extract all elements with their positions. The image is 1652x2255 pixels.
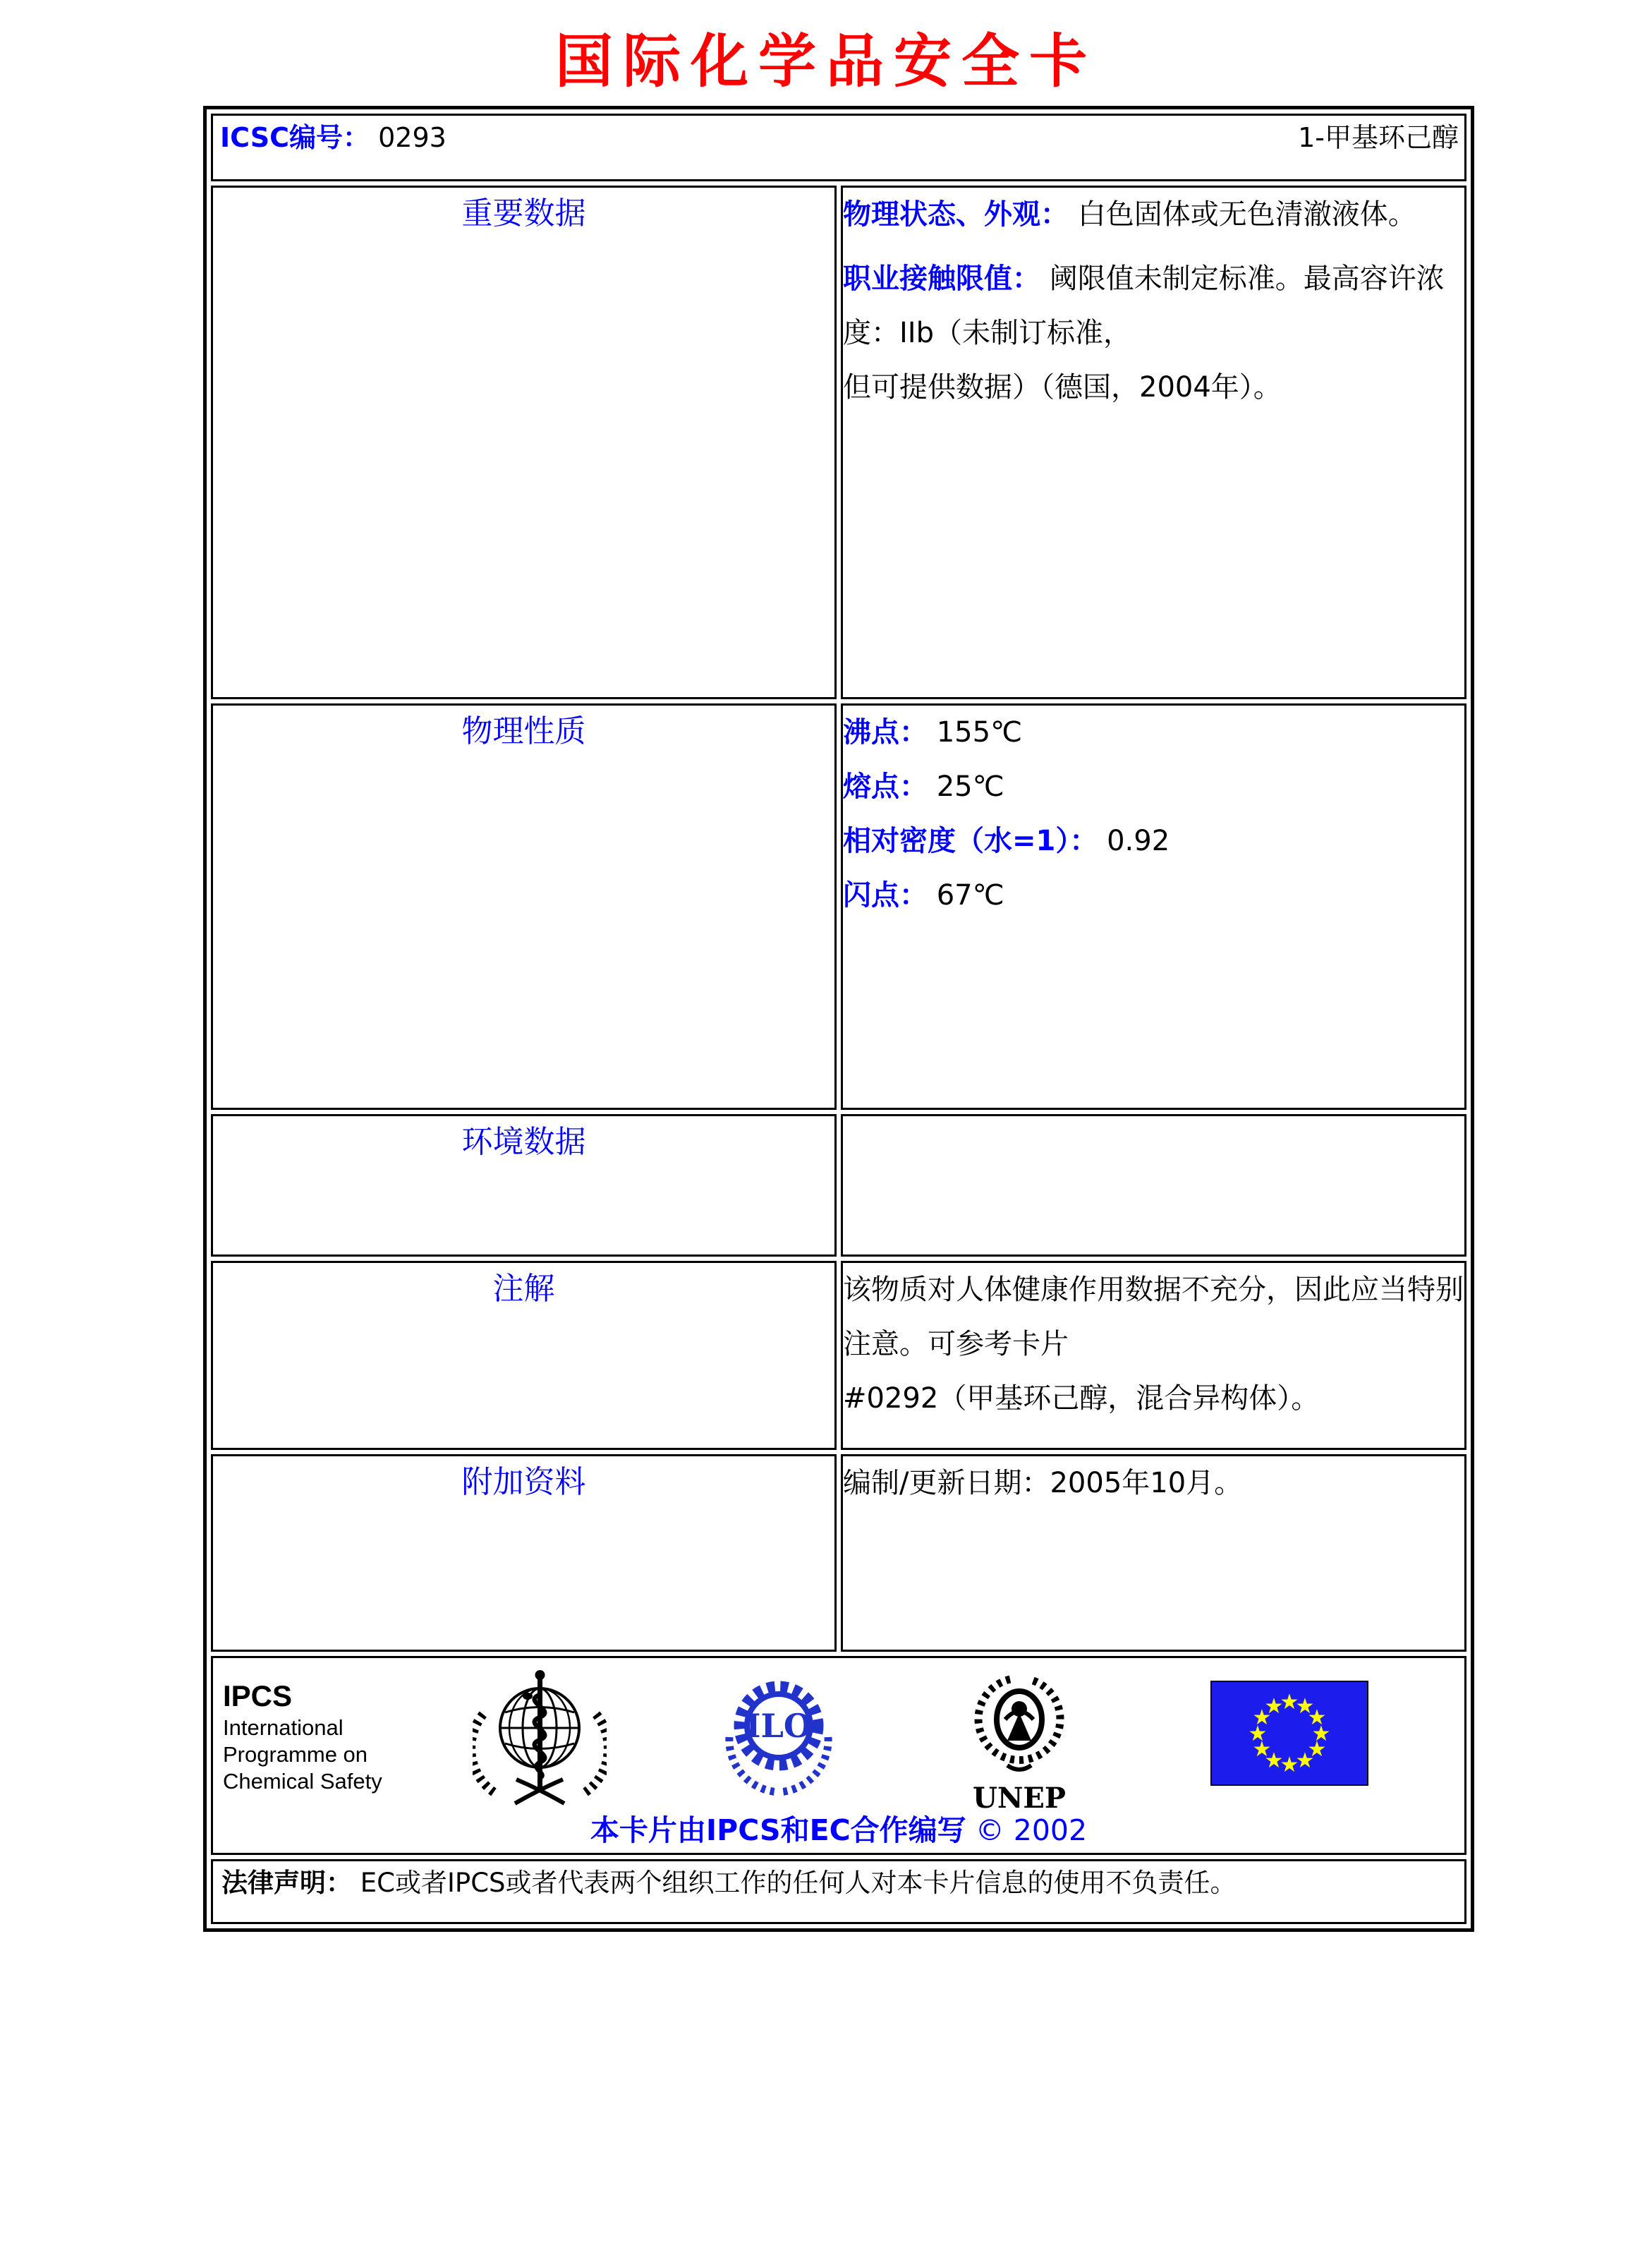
additional-info-row	[211, 1454, 1466, 1652]
svg-text:★: ★	[1248, 1722, 1268, 1746]
svg-text:★: ★	[1280, 1690, 1299, 1715]
ipcs-line-2: Programme on	[223, 1742, 368, 1767]
notes-row	[211, 1261, 1466, 1450]
svg-text:★: ★	[1295, 1694, 1315, 1719]
icsc-number-group	[220, 116, 447, 155]
melting-point-line	[843, 760, 1464, 814]
boiling-point-value: 155℃	[936, 716, 1022, 749]
ipcs-acronym: IPCS	[223, 1679, 293, 1712]
flash-point-line	[843, 869, 1464, 923]
exposure-limit-text-2: 但可提供数据）（德国，2004年）。	[843, 371, 1282, 404]
boiling-point-label: 沸点：	[843, 716, 928, 749]
relative-density-line	[843, 814, 1464, 869]
additional-info-content: 编制/更新日期：2005年10月。	[841, 1454, 1466, 1652]
physical-properties-row	[211, 703, 1466, 1110]
icsc-number-value: 0293	[378, 122, 447, 153]
who-logo-icon	[473, 1668, 607, 1812]
physical-state-label: 物理状态、外观：	[843, 198, 1069, 231]
ilo-logo-icon	[718, 1672, 839, 1806]
eu-flag-icon	[1210, 1681, 1368, 1786]
ipcs-text-block	[223, 1678, 382, 1795]
row-label-environmental-data: 环境数据	[211, 1114, 837, 1257]
header-cell	[211, 114, 1466, 181]
svg-text:★: ★	[1311, 1722, 1331, 1746]
legal-row	[211, 1859, 1466, 1924]
logos-cell	[211, 1656, 1466, 1855]
ipcs-line-3: Chemical Safety	[223, 1769, 382, 1794]
ipcs-line-1: International	[223, 1715, 344, 1740]
logos-row	[211, 1656, 1466, 1855]
unep-letters: UNEP	[972, 1782, 1067, 1815]
svg-text:★: ★	[1252, 1737, 1272, 1762]
notes-text-1: 该物质对人体健康作用数据不充分，因此应当特别注意。可参考卡片	[843, 1274, 1464, 1360]
melting-point-label: 熔点：	[843, 770, 928, 803]
icsc-card-table	[203, 106, 1474, 1932]
chemical-name: 1-甲基环己醇	[1298, 122, 1459, 153]
legal-cell	[211, 1859, 1466, 1924]
svg-text:★: ★	[1307, 1737, 1327, 1762]
physical-properties-content	[841, 703, 1466, 1110]
icsc-number-label: ICSC编号：	[220, 122, 370, 153]
notes-content	[841, 1261, 1466, 1450]
caption-copyright: © 2002	[975, 1813, 1088, 1847]
footer-caption	[213, 1807, 1464, 1849]
physical-state-line	[843, 188, 1464, 242]
relative-density-value: 0.92	[1107, 825, 1170, 857]
row-label-notes: 注解	[211, 1261, 837, 1450]
svg-text:★: ★	[1280, 1753, 1299, 1777]
svg-text:★: ★	[1307, 1705, 1327, 1730]
legal-label: 法律声明：	[221, 1868, 352, 1898]
row-label-physical-properties: 物理性质	[211, 703, 837, 1110]
ilo-letters: ILO	[746, 1707, 812, 1745]
boiling-point-line	[843, 706, 1464, 760]
row-label-important-data: 重要数据	[211, 186, 837, 699]
flash-point-value: 67℃	[936, 879, 1004, 912]
environmental-data-content	[841, 1114, 1466, 1257]
relative-density-label: 相对密度（水=1）：	[843, 825, 1098, 857]
svg-text:★: ★	[1264, 1748, 1284, 1773]
unep-logo-icon	[966, 1667, 1072, 1818]
physical-state-text: 白色固体或无色清澈液体。	[1077, 198, 1416, 231]
exposure-limit-line	[843, 252, 1464, 415]
svg-text:★: ★	[1295, 1748, 1315, 1773]
notes-text-2: #0292（甲基环己醇，混合异构体）。	[843, 1382, 1320, 1415]
header-row	[211, 114, 1466, 181]
svg-text:★: ★	[1264, 1694, 1284, 1719]
exposure-limit-label: 职业接触限值：	[843, 262, 1040, 295]
page-title: 国际化学品安全卡	[554, 28, 1097, 95]
exposure-limit-text-1: 阈限值未制定标准。最高容许浓度：IIb（未制订标准，	[843, 262, 1445, 349]
important-data-content	[841, 186, 1466, 699]
environmental-data-row	[211, 1114, 1466, 1257]
row-label-additional-info: 附加资料	[211, 1454, 837, 1652]
melting-point-value: 25℃	[936, 770, 1004, 803]
important-data-row	[211, 186, 1466, 699]
svg-text:★: ★	[1252, 1705, 1272, 1730]
flash-point-label: 闪点：	[843, 879, 928, 912]
legal-text: EC或者IPCS或者代表两个组织工作的任何人对本卡片信息的使用不负责任。	[360, 1868, 1237, 1898]
caption-text: 本卡片由IPCS和EC合作编写	[590, 1813, 966, 1847]
